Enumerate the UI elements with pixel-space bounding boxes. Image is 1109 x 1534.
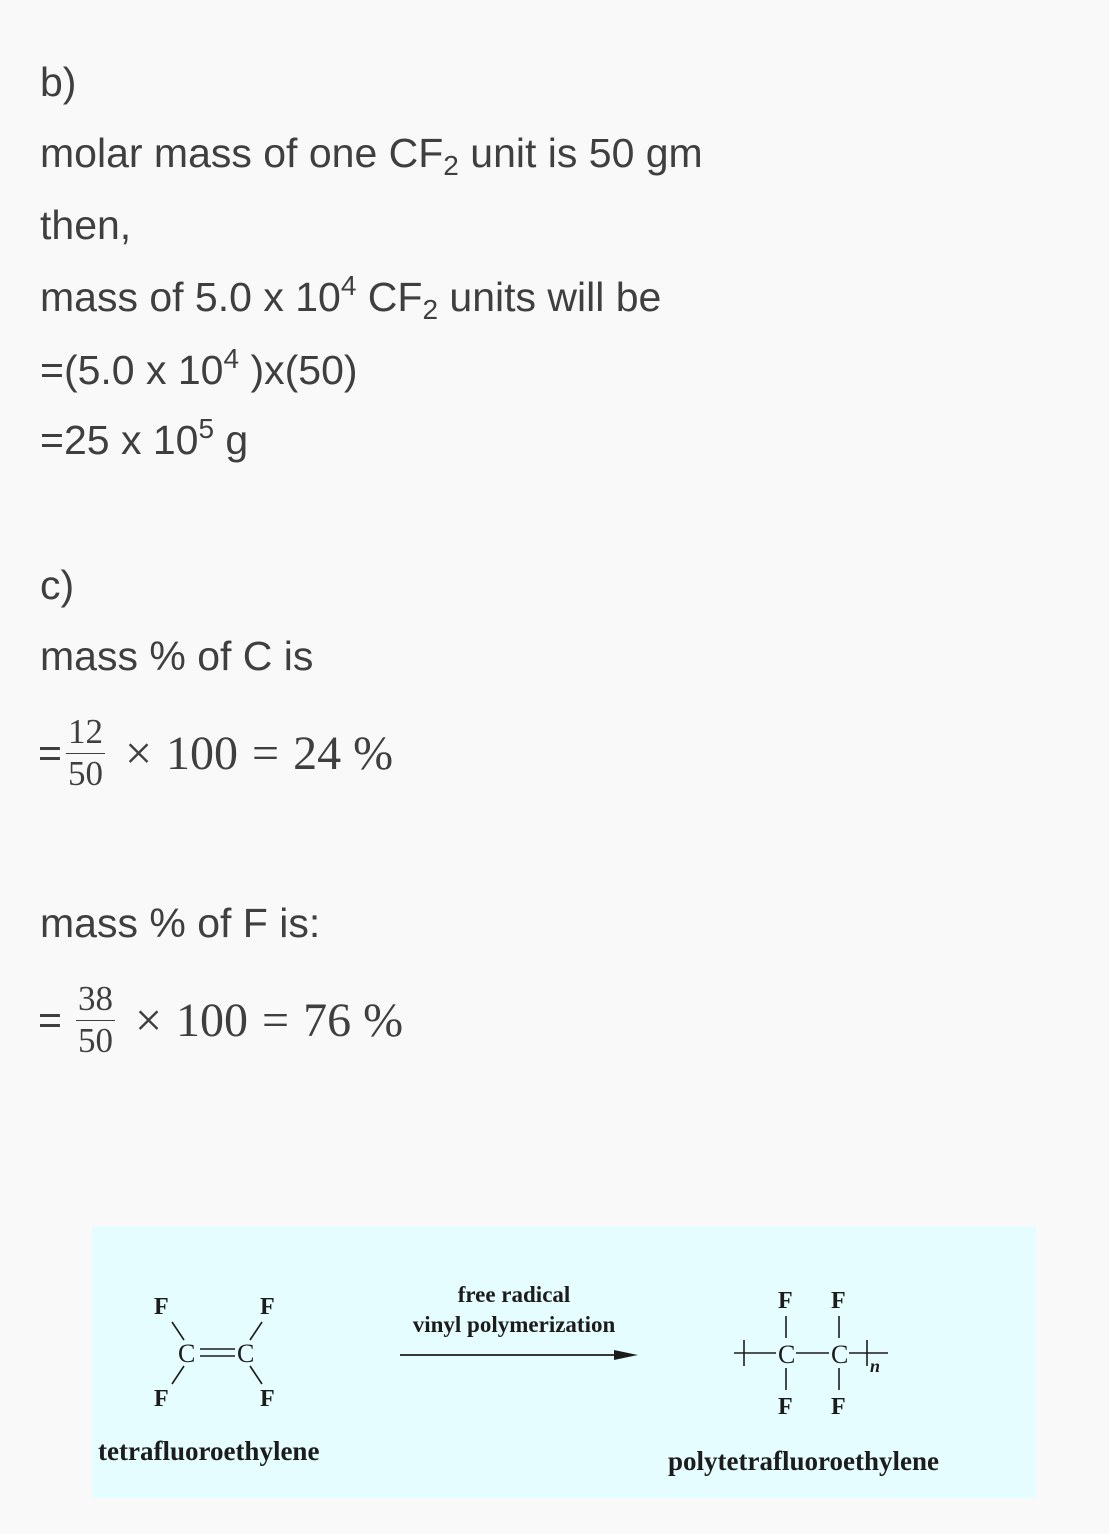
superscript: 5: [198, 413, 215, 444]
atom-label: F: [778, 1394, 793, 1420]
atom-label: F: [831, 1288, 846, 1314]
equation-result: 76 %: [303, 993, 404, 1047]
fluorine-equation: [38, 981, 403, 1059]
molar-mass-value: unit is 50 gm: [458, 130, 703, 176]
calc-tail: )x(50): [239, 347, 358, 393]
equals-sign: =: [262, 993, 290, 1047]
atom-label: F: [778, 1288, 793, 1314]
times-sign: ×: [134, 993, 163, 1047]
times-sign: ×: [124, 726, 153, 780]
calculation-line: [40, 343, 358, 394]
molar-mass-text: molar mass of one CF: [40, 130, 444, 176]
part-c-heading: c): [40, 562, 75, 608]
polymer-name: polytetrafluoroethylene: [668, 1446, 939, 1476]
carbon-equation: [38, 714, 393, 792]
atom-label: C: [178, 1339, 196, 1368]
factor: 100: [166, 726, 239, 780]
superscript: 4: [340, 270, 357, 301]
fluorine-label: mass % of F is:: [40, 900, 321, 946]
bond: [172, 1366, 184, 1384]
atom-label: C: [831, 1340, 849, 1369]
atom-label: F: [154, 1386, 169, 1412]
mass-units-text: mass of 5.0 x 10: [40, 274, 341, 320]
arrow-head-icon: [614, 1350, 638, 1360]
formula-text: CF: [356, 274, 423, 320]
numerator: 12: [66, 714, 105, 754]
molar-mass-line: [40, 129, 703, 181]
numerator: 38: [76, 981, 115, 1021]
atom-label: F: [260, 1386, 275, 1412]
bond: [172, 1322, 184, 1340]
superscript: 4: [223, 343, 240, 374]
condition-line-2: vinyl polymerization: [412, 1312, 616, 1337]
condition-line-1: free radical: [457, 1282, 571, 1307]
then-line: then,: [40, 202, 132, 248]
subscript: 2: [422, 294, 439, 325]
equation-result: 24 %: [293, 726, 394, 780]
part-b-heading: b): [40, 59, 77, 105]
result-text: =25 x 10: [40, 417, 199, 463]
monomer-name: tetrafluoroethylene: [98, 1436, 320, 1466]
result-unit: g: [214, 417, 249, 463]
polytetrafluoroethylene-structure: [734, 1288, 888, 1420]
fraction: [76, 981, 115, 1059]
denominator: 50: [77, 1021, 113, 1060]
tetrafluoroethylene-structure: [154, 1294, 275, 1412]
repeat-index: n: [870, 1356, 881, 1376]
calc-text: =(5.0 x 10: [40, 347, 224, 393]
fraction: [66, 714, 105, 792]
subscript: 2: [443, 150, 459, 181]
atom-label: C: [237, 1339, 255, 1368]
atom-label: F: [831, 1394, 846, 1420]
atom-label: F: [154, 1294, 169, 1320]
carbon-label: mass % of C is: [40, 633, 314, 679]
mass-units-line: [40, 270, 662, 325]
denominator: 50: [67, 754, 103, 793]
bond: [250, 1366, 262, 1384]
mass-units-tail: units will be: [438, 274, 662, 320]
factor: 100: [176, 993, 249, 1047]
equals-sign: =: [252, 726, 280, 780]
polymerization-diagram: [92, 1226, 1036, 1498]
equation-prefix: =: [38, 729, 62, 776]
result-line: [40, 413, 249, 464]
bond: [250, 1322, 262, 1340]
equation-prefix: =: [38, 996, 62, 1043]
atom-label: C: [778, 1340, 796, 1369]
atom-label: F: [260, 1294, 275, 1320]
